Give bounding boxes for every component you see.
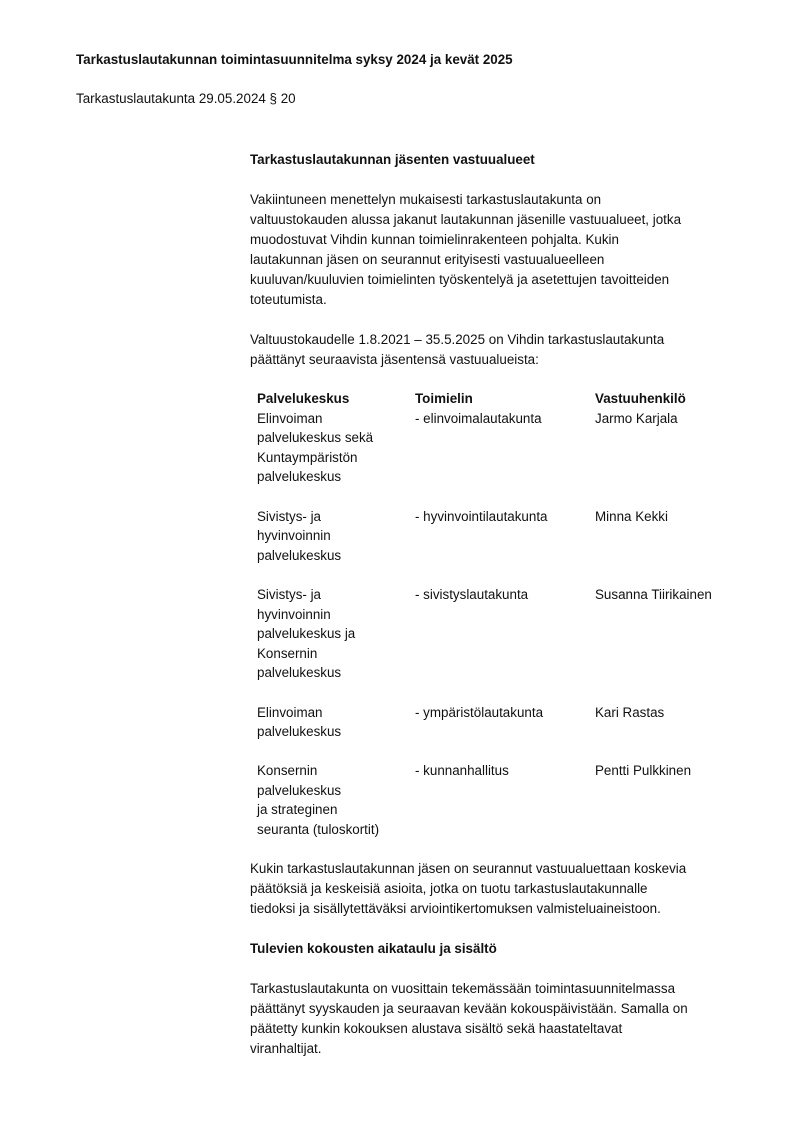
cell-palvelukeskus: Konsernin palvelukeskus ja strateginen seuranta (tuloskortit) <box>257 763 380 838</box>
paragraph-intro: Vakiintuneen menettelyn mukaisesti tarkastuslautakunta on valtuustokauden alussa jakanut lautakunnan jäsenille vastuualueet, jotka muodostuvat Vihdin kunnan toimielinrakenteen pohjalta. Kukin lautakunnan jäsen on seurannut erityisesti vastuualueelleen kuuluvan/kuuluvien toimielinten työskentelyä ja asetettujen tavoitteiden toteutumista. <box>250 192 682 307</box>
column-header-vastuuhenkilo: Vastuuhenkilö <box>595 391 686 406</box>
table-row <box>257 761 735 839</box>
cell-vastuuhenkilo: Jarmo Karjala <box>595 410 678 426</box>
cell-palvelukeskus: Sivistys- ja hyvinvoinnin palvelukeskus <box>257 508 342 563</box>
paragraph-monitoring: Kukin tarkastuslautakunnan jäsen on seurannut vastuualuettaan koskevia päätöksiä ja keskeisiä asioita, jotka on tuotu tarkastuslautakunnalle tiedoksi ja sisällytettäväksi arviointikertomuksen valmisteluaineistoon. <box>250 860 687 916</box>
table-header-row <box>257 389 735 409</box>
table-row <box>257 585 735 683</box>
cell-palvelukeskus: Elinvoiman palvelukeskus sekä Kuntaympäristön palvelukeskus <box>257 410 374 485</box>
document-body <box>250 150 740 1059</box>
paragraph-meetings: Tarkastuslautakunta on vuosittain tekemässään toimintasuunnitelmassa päättänyt syyskauden ja seuraavan kevään kokouspäivistään. Samalla on päätetty kunkin kokouksen alustava sisältö sekä haastateltavat viranhaltijat. <box>250 980 688 1056</box>
cell-palvelukeskus: Sivistys- ja hyvinvoinnin palvelukeskus ja Konsernin palvelukeskus <box>257 586 356 681</box>
table-row <box>257 703 735 742</box>
section-heading-responsibilities: Tarkastuslautakunnan jäsenten vastuualueet <box>250 152 535 167</box>
responsibility-table <box>257 389 735 840</box>
document-title: Tarkastuslautakunnan toimintasuunnitelma syksy 2024 ja kevät 2025 <box>76 52 513 67</box>
column-header-toimielin: Toimielin <box>415 391 473 406</box>
cell-vastuuhenkilo: Minna Kekki <box>595 508 668 524</box>
table-row <box>257 409 735 487</box>
cell-vastuuhenkilo: Kari Rastas <box>595 704 665 720</box>
table-row <box>257 507 735 566</box>
cell-vastuuhenkilo: Pentti Pulkkinen <box>595 763 692 779</box>
cell-toimielin: - ympäristölautakunta <box>415 704 544 720</box>
cell-toimielin: - kunnanhallitus <box>415 763 509 779</box>
column-header-palvelukeskus: Palvelukeskus <box>257 391 350 406</box>
cell-toimielin: - sivistyslautakunta <box>415 586 529 602</box>
cell-toimielin: - hyvinvointilautakunta <box>415 508 548 524</box>
meeting-reference: Tarkastuslautakunta 29.05.2024 § 20 <box>76 91 296 106</box>
section-heading-meetings: Tulevien kokousten aikataulu ja sisältö <box>250 940 497 956</box>
cell-toimielin: - elinvoimalautakunta <box>415 410 542 426</box>
cell-palvelukeskus: Elinvoiman palvelukeskus <box>257 704 342 740</box>
paragraph-term: Valtuustokaudelle 1.8.2021 – 35.5.2025 on Vihdin tarkastuslautakunta päättänyt seuraavista jäsentensä vastuualueista: <box>250 332 665 367</box>
cell-vastuuhenkilo: Susanna Tiirikainen <box>595 586 712 602</box>
